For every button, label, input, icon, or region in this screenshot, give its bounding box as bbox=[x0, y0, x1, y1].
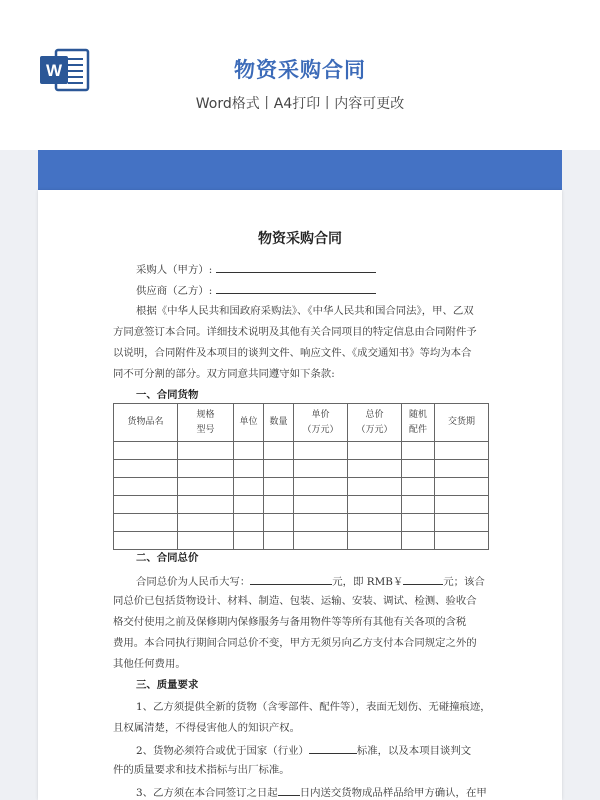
table-cell bbox=[178, 514, 234, 532]
intro-line-4: 同不可分割的部分。双方同意共同遵守如下条款: bbox=[113, 368, 335, 380]
table-cell bbox=[264, 478, 294, 496]
table-cell bbox=[348, 460, 402, 478]
table-cell bbox=[435, 478, 489, 496]
intro-line-2: 方同意签订本合同。详细技术说明及其他有关合同项目的特定信息由合同附件予 bbox=[113, 326, 477, 338]
table-cell bbox=[114, 442, 178, 460]
table-cell bbox=[234, 514, 264, 532]
supplier-label: 供应商（乙方）: bbox=[136, 285, 213, 297]
table-cell bbox=[234, 442, 264, 460]
table-cell bbox=[294, 532, 348, 550]
page-subtitle: Word格式丨A4打印丨内容可更改 bbox=[195, 96, 405, 112]
table-cell bbox=[234, 496, 264, 514]
quality-line-2: 且权属清楚，不得侵害他人的知识产权。 bbox=[113, 722, 301, 734]
document-page bbox=[38, 190, 562, 800]
table-cell bbox=[435, 532, 489, 550]
quality-line-5: 3、乙方须在本合同签订之日起 日内送交货物成品样品给甲方确认，在甲 bbox=[136, 787, 487, 799]
table-cell bbox=[402, 478, 435, 496]
price-line-1: 合同总价为人民币大写： 元，即 RMB￥ 元；该合 bbox=[136, 576, 485, 588]
blue-banner bbox=[38, 150, 562, 190]
price-line-4: 费用。本合同执行期间合同总价不变，甲方无须另向乙方支付本合同规定之外的 bbox=[113, 637, 477, 649]
price-rmb-blank bbox=[403, 574, 443, 585]
section-3-heading: 三、质量要求 bbox=[136, 679, 199, 691]
table-cell bbox=[348, 514, 402, 532]
page-title: 物资采购合同 bbox=[234, 58, 366, 82]
col-header-goods-name: 货物品名 bbox=[114, 404, 178, 442]
col-header-total-price: 总价 （万元） bbox=[348, 404, 402, 442]
table-cell bbox=[294, 460, 348, 478]
table-cell bbox=[294, 442, 348, 460]
col-header-unit-price: 单价 （万元） bbox=[294, 404, 348, 442]
table-header-row bbox=[114, 404, 489, 442]
table-row bbox=[114, 532, 489, 550]
table-cell bbox=[264, 442, 294, 460]
word-icon-letter: W bbox=[45, 61, 63, 80]
section-1-heading: 一、合同货物 bbox=[136, 389, 199, 401]
table-cell bbox=[402, 532, 435, 550]
quality-line-4: 件的质量要求和技术指标与出厂标准。 bbox=[113, 764, 290, 776]
table-cell bbox=[178, 460, 234, 478]
price-words-blank bbox=[250, 574, 332, 585]
table-cell bbox=[435, 460, 489, 478]
document-title: 物资采购合同 bbox=[258, 231, 342, 247]
table-row bbox=[114, 514, 489, 532]
section-2-heading: 二、合同总价 bbox=[136, 552, 199, 564]
table-cell bbox=[435, 442, 489, 460]
table-cell bbox=[294, 514, 348, 532]
col-header-spec-model: 规格 型号 bbox=[178, 404, 234, 442]
col-header-accessories: 随机 配件 bbox=[402, 404, 435, 442]
table-cell bbox=[178, 496, 234, 514]
purchaser-line bbox=[136, 262, 376, 277]
col-header-delivery: 交货期 bbox=[435, 404, 489, 442]
col-header-unit: 单位 bbox=[234, 404, 264, 442]
table-cell bbox=[348, 478, 402, 496]
table-cell bbox=[348, 442, 402, 460]
goods-table bbox=[113, 403, 489, 550]
table-cell bbox=[264, 496, 294, 514]
table-cell bbox=[114, 496, 178, 514]
table-cell bbox=[294, 478, 348, 496]
quality-line-1: 1、乙方须提供全新的货物（含零部件、配件等），表面无划伤、无碰撞痕迹， bbox=[136, 701, 491, 713]
price-line-5: 其他任何费用。 bbox=[113, 658, 186, 670]
table-cell bbox=[294, 496, 348, 514]
table-cell bbox=[264, 514, 294, 532]
table-cell bbox=[264, 460, 294, 478]
days-blank bbox=[278, 785, 300, 796]
table-row bbox=[114, 478, 489, 496]
quality-line-3: 2、货物必须符合或优于国家（行业） 标准，以及本项目谈判文 bbox=[136, 745, 472, 757]
table-cell bbox=[234, 478, 264, 496]
table-cell bbox=[234, 532, 264, 550]
purchaser-label: 采购人（甲方）: bbox=[136, 264, 213, 276]
table-cell bbox=[264, 532, 294, 550]
table-cell bbox=[402, 496, 435, 514]
table-cell bbox=[435, 496, 489, 514]
table-cell bbox=[402, 442, 435, 460]
standard-blank bbox=[309, 743, 357, 754]
page-header bbox=[0, 0, 600, 150]
supplier-line bbox=[136, 283, 376, 298]
table-cell bbox=[178, 442, 234, 460]
intro-line-3: 以说明，合同附件及本项目的谈判文件、响应文件、《成交通知书》等均为本合 bbox=[113, 347, 472, 359]
purchaser-blank bbox=[216, 262, 376, 273]
table-cell bbox=[114, 514, 178, 532]
table-cell bbox=[114, 478, 178, 496]
table-cell bbox=[402, 460, 435, 478]
intro-line-1: 根据《中华人民共和国政府采购法》、《中华人民共和国合同法》，甲、乙双 bbox=[136, 305, 474, 317]
table-row bbox=[114, 442, 489, 460]
table-row bbox=[114, 460, 489, 478]
table-row bbox=[114, 496, 489, 514]
table-cell bbox=[402, 514, 435, 532]
price-line-2: 同总价已包括货物设计、材料、制造、包装、运输、安装、调试、检测、验收合 bbox=[113, 595, 477, 607]
col-header-quantity: 数量 bbox=[264, 404, 294, 442]
table-cell bbox=[178, 532, 234, 550]
table-cell bbox=[114, 460, 178, 478]
table-cell bbox=[234, 460, 264, 478]
table-cell bbox=[348, 496, 402, 514]
table-cell bbox=[348, 532, 402, 550]
table-cell bbox=[114, 532, 178, 550]
price-line-3: 格交付使用之前及保修期内保修服务与备用物件等等所有其他有关各项的含税 bbox=[113, 616, 467, 628]
table-cell bbox=[435, 514, 489, 532]
table-cell bbox=[178, 478, 234, 496]
supplier-blank bbox=[216, 283, 376, 294]
